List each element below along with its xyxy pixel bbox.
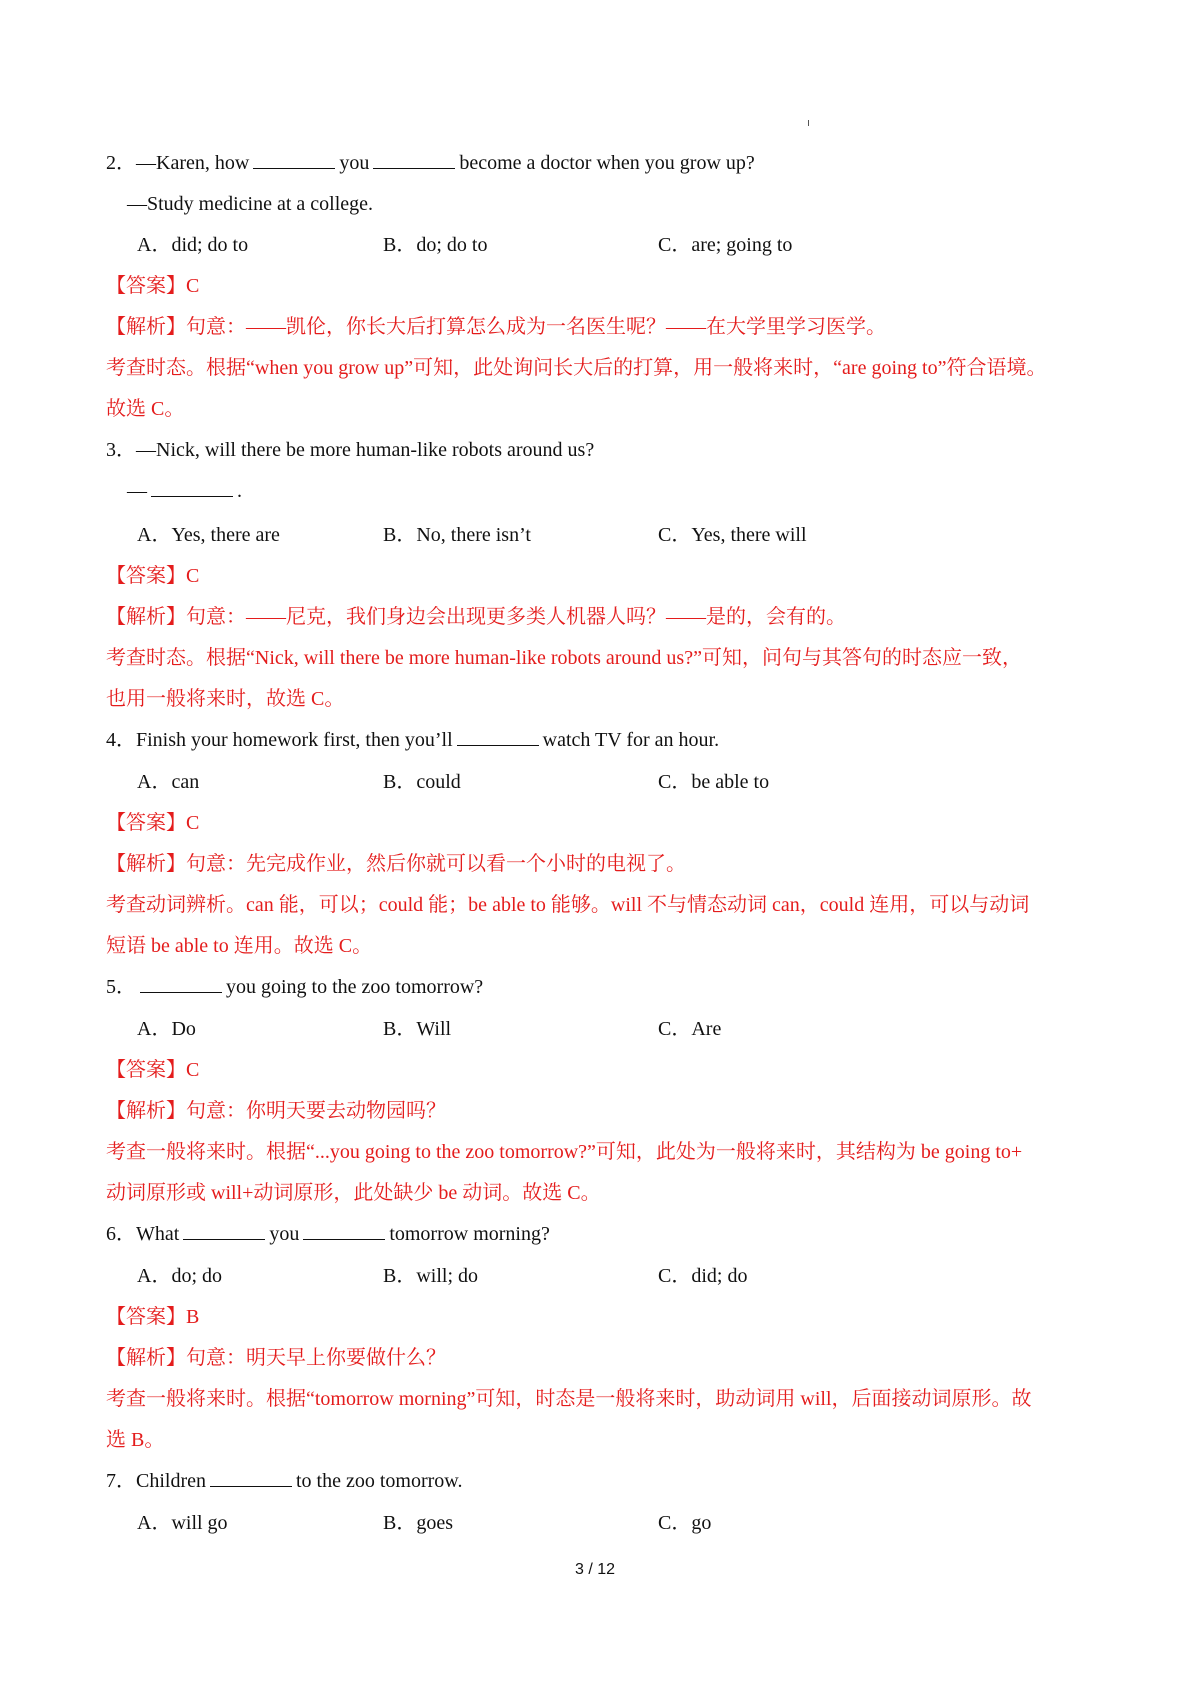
question-4-analysis-3: 短语 be able to 连用。故选 C。 [106, 935, 373, 957]
question-3-analysis-2: 考查时态。根据“Nick, will there be more human-like robots around us?”可知，问句与其答句的时态应一致， [106, 647, 1022, 669]
question-5-option-a: A．Do [137, 1018, 196, 1040]
answer-blank [140, 974, 222, 993]
question-7-option-a: A．will go [137, 1512, 228, 1534]
question-4-option-b: B．could [383, 771, 461, 793]
question-2-option-a: A．did; do to [137, 234, 249, 256]
page-number: 3 / 12 [574, 1561, 616, 1578]
question-2-option-c: C．are; going to [658, 234, 793, 256]
answer-blank [373, 150, 455, 169]
question-6-analysis-3: 选 B。 [106, 1429, 165, 1451]
question-3-answer: 【答案】C [106, 565, 200, 587]
question-3-reply: — . [127, 480, 242, 502]
question-3-analysis-3: 也用一般将来时，故选 C。 [106, 688, 345, 710]
question-4-option-a: A．can [137, 771, 200, 793]
question-6-analysis-2: 考查一般将来时。根据“tomorrow morning”可知，时态是一般将来时，助动词用 will，后面接动词原形。故 [106, 1388, 1032, 1410]
answer-blank [457, 727, 539, 746]
question-6-option-a: A．do; do [137, 1265, 222, 1287]
question-7-stem: 7．Children to the zoo tomorrow. [106, 1470, 463, 1492]
answer-blank [183, 1221, 265, 1240]
answer-blank [151, 478, 233, 497]
question-7-option-c: C．go [658, 1512, 712, 1534]
question-2-answer: 【答案】C [106, 275, 200, 297]
question-2-reply: —Study medicine at a college. [127, 193, 374, 215]
question-4-analysis-1: 【解析】句意：先完成作业，然后你就可以看一个小时的电视了。 [106, 853, 686, 875]
question-3-analysis-1: 【解析】句意：——尼克，我们身边会出现更多类人机器人吗？——是的，会有的。 [106, 606, 846, 628]
question-2-stem: 2．—Karen, how you become a doctor when you grow up? [106, 152, 755, 174]
question-6-answer: 【答案】B [106, 1306, 200, 1328]
question-5-analysis-1: 【解析】句意：你明天要去动物园吗？ [106, 1100, 446, 1122]
question-5-option-b: B．Will [383, 1018, 452, 1040]
question-5-option-c: C．Are [658, 1018, 722, 1040]
question-6-option-b: B．will; do [383, 1265, 479, 1287]
question-3-option-c: C．Yes, there will [658, 524, 807, 546]
question-7-option-b: B．goes [383, 1512, 453, 1534]
question-2-analysis-2: 考查时态。根据“when you grow up”可知，此处询问长大后的打算，用一般将来时，“are going to”符合语境。 [106, 357, 1047, 379]
question-5-analysis-2: 考查一般将来时。根据“...you going to the zoo tomorrow?”可知，此处为一般将来时，其结构为 be going to+ [106, 1141, 1023, 1163]
question-6-analysis-1: 【解析】句意：明天早上你要做什么？ [106, 1347, 446, 1369]
question-3-option-a: A．Yes, there are [137, 524, 280, 546]
question-5-analysis-3: 动词原形或 will+动词原形，此处缺少 be 动词。故选 C。 [106, 1182, 601, 1204]
question-2-analysis-3: 故选 C。 [106, 398, 185, 420]
question-5-answer: 【答案】C [106, 1059, 200, 1081]
answer-blank [253, 150, 335, 169]
question-2-option-b: B．do; do to [383, 234, 488, 256]
answer-blank [210, 1468, 292, 1487]
question-6-stem: 6．What you tomorrow morning? [106, 1223, 550, 1245]
question-4-answer: 【答案】C [106, 812, 200, 834]
question-3-option-b: B．No, there isn’t [383, 524, 531, 546]
question-4-stem: 4．Finish your homework first, then you’ll watch TV for an hour. [106, 729, 720, 751]
page-mark [808, 120, 809, 126]
question-6-option-c: C．did; do [658, 1265, 748, 1287]
answer-blank [303, 1221, 385, 1240]
question-2-analysis-1: 【解析】句意：——凯伦，你长大后打算怎么成为一名医生呢？——在大学里学习医学。 [106, 316, 886, 338]
question-4-analysis-2: 考查动词辨析。can 能，可以；could 能；be able to 能够。will 不与情态动词 can，could 连用，可以与动词 [106, 894, 1030, 916]
question-5-stem: 5． you going to the zoo tomorrow? [106, 976, 484, 998]
question-3-stem: 3．—Nick, will there be more human-like robots around us? [106, 439, 595, 461]
question-4-option-c: C．be able to [658, 771, 770, 793]
